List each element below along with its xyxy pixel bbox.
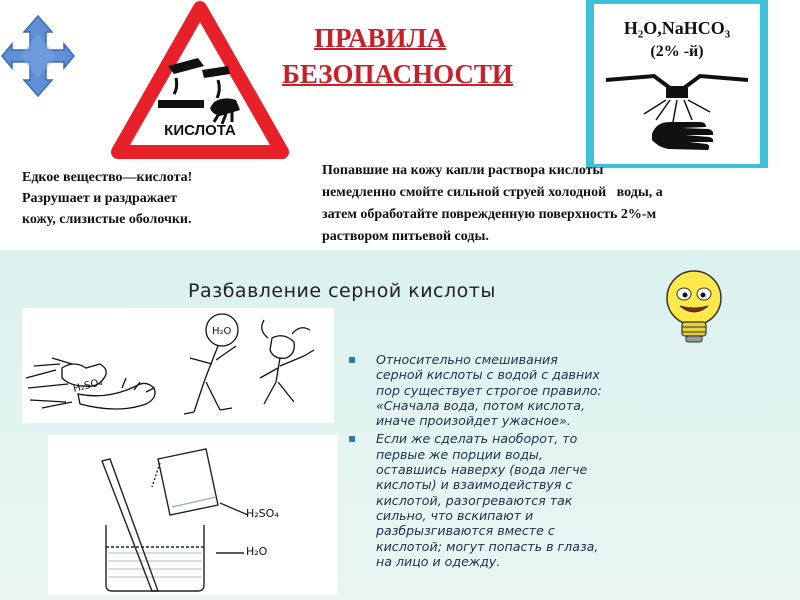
rule-line: Если же сделать наоборот, то [376, 431, 578, 447]
rule-line: кислотой; могут попасть в глаза, [376, 538, 599, 554]
title-line-2: БЕЗОПАСНОСТИ [282, 59, 513, 89]
first-aid-line: затем обработайте поврежденную поверхность 2%-м [322, 207, 657, 222]
rule-line: «Сначала вода, потом кислота, [376, 397, 586, 413]
rule-line: пор существует строгое правило: [376, 382, 602, 398]
beaker-h2so4-label: H₂SO₄ [246, 507, 279, 520]
acid-description [22, 167, 282, 230]
page-title [282, 20, 540, 92]
four-arrows-diamond-icon[interactable] [0, 14, 76, 98]
acid-description-line: кожу, слизистые оболочки. [22, 212, 192, 227]
first-aid-line: раствором питьевой соды. [322, 229, 489, 244]
rule-line: разбрызгиваются вместе с [376, 523, 555, 539]
acid-splash-cartoon [22, 308, 334, 423]
dilution-subtitle: Разбавление серной кислоты [188, 280, 496, 302]
soda-formula: H₂O,NaHCO₃ [623, 18, 731, 38]
first-aid-line: немедленно смойте сильной струей холодной воды, а [322, 185, 663, 200]
acid-warning-sign [110, 0, 290, 162]
rule-line: на лицо и одежду. [376, 553, 501, 569]
rule-line: первые же порции воды, [376, 446, 543, 462]
rule-line: Относительно смешивания [376, 352, 558, 367]
smiling-lightbulb-icon [658, 268, 730, 348]
acid-description-line: Разрушает и раздражает [22, 191, 178, 206]
bullet-icon: ▪ [348, 352, 357, 366]
soda-aid-sign [586, 0, 768, 168]
title-line-1: ПРАВИЛА [314, 23, 447, 53]
list-item [348, 431, 768, 569]
rule-line: оставшись наверху (вода легче [376, 462, 588, 478]
acid-sign-label: КИСЛОТА [164, 122, 236, 139]
beaker-illustration [48, 435, 338, 595]
rule-line: иначе произойдет ужасное». [376, 413, 571, 429]
acid-description-line: Едкое вещество—кислота! [22, 170, 193, 185]
bullet-icon: ▪ [348, 431, 357, 446]
first-aid-instructions [322, 160, 762, 248]
rule-line: кислоты) и взаимодействуя с [376, 477, 573, 493]
rule-line: серной кислоты с водой с давних [376, 367, 600, 383]
soda-concentration: (2% -й) [650, 43, 704, 60]
beaker-h2o-label: H₂O [246, 545, 268, 558]
list-item [348, 352, 768, 428]
dilution-rules [348, 352, 768, 569]
cartoon-h2so4-label: H₂SO₄ [72, 377, 104, 395]
rule-line: сильно, что вскипают и [376, 507, 534, 523]
rule-line: кислотой, разогреваются так [376, 492, 573, 508]
shower-hand-icon [606, 76, 748, 150]
first-aid-line: Попавшие на кожу капли раствора кислоты [322, 163, 604, 178]
cartoon-h2o-label: H₂O [212, 326, 232, 337]
